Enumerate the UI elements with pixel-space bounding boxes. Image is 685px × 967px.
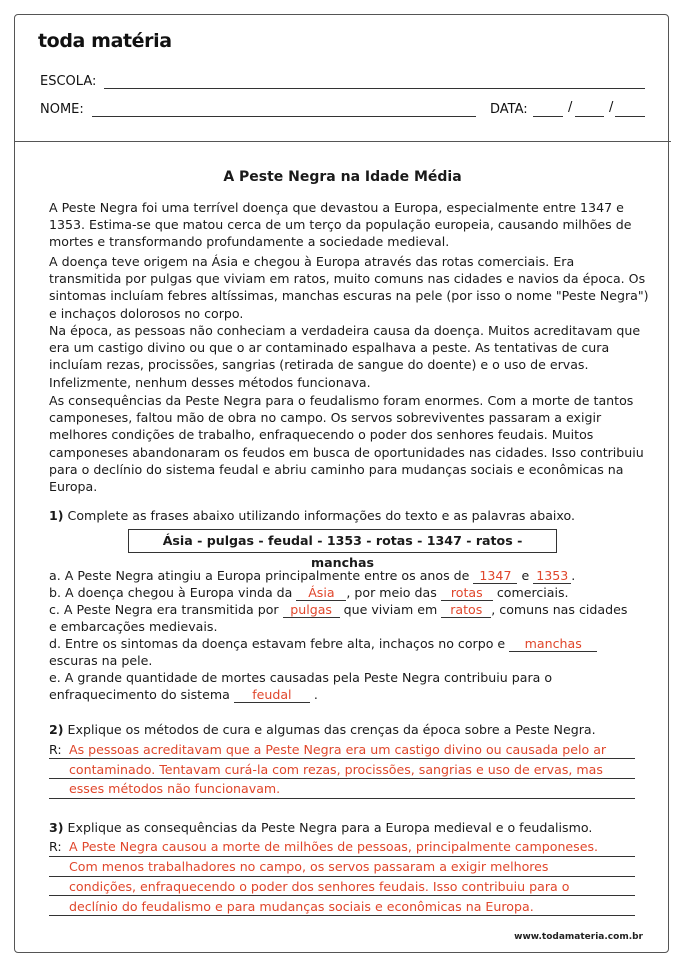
answer-blank[interactable]: Ásia [296,586,346,601]
date-year-field[interactable] [615,116,645,117]
answer-blank[interactable]: feudal [234,688,310,703]
answer-line: esses métodos não funcionavam. [69,781,281,796]
answer-line: condições, enfraquecendo o poder dos senhores feudais. Isso contribuiu para o [69,879,570,894]
answer-rule [49,876,635,877]
paragraph: A Peste Negra foi uma terrível doença que devastou a Europa, especialmente entre 1347 e 1353. Estima-se que matou cerca de um terço da população europeia, causando milhões de mortes e transformando profundamente a sociedade medieval. [49,200,632,250]
item-d: d. Entre os sintomas da doença estavam febre alta, inchaços no corpo e manchas [49,635,649,652]
date-slash: / [609,100,614,115]
answer-blank[interactable]: manchas [509,637,597,652]
question-3-prompt [49,819,649,836]
answer-blank[interactable]: 1353 [533,569,571,584]
question-number: 2) [49,722,64,737]
answer-line: declínio do feudalismo e para mudanças sociais e econômicas na Europa. [69,899,534,914]
question-text: Explique as consequências da Peste Negra para a Europa medieval e o feudalismo. [67,820,593,835]
school-field[interactable] [104,88,645,89]
item-a: a. A Peste Negra atingiu a Europa principalmente entre os anos de 1347 e 1353 . [49,568,576,583]
answer-line: As pessoas acreditavam que a Peste Negra era um castigo divino ou causada pelo ar [69,742,607,757]
school-label: ESCOLA: [40,74,97,89]
answer-label: R: [49,742,62,757]
item-e: e. A grande quantidade de mortes causadas pela Peste Negra contribuiu para o [49,670,553,685]
logo: toda matéria [38,30,172,52]
paragraph: As consequências da Peste Negra para o feudalismo foram enormes. Com a morte de tantos camponeses, faltou mão de obra no campo. Os servos sobreviventes passaram a exigir melhores condições de trabalho, enfraquecendo o poder dos senhores feudais. Muitos camponeses abandonaram os feudos em busca de oportunidades nas cidades. Isso contribuiu para o declínio do sistema feudal e abriu caminho para mudanças sociais e econômicas na Europa. [49,393,644,495]
paragraph: A doença teve origem na Ásia e chegou à Europa através das rotas comerciais. Era transmitida por pulgas que viviam em ratos, muito comuns nas cidades e navios da época. Os sintomas incluíam febres altíssimas, manchas escuras na pele (por isso o nome "Peste Negra") e inchaços dolorosos no corpo. [49,254,649,321]
answer-rule [49,778,635,779]
question-text: Complete as frases abaixo utilizando informações do texto e as palavras abaixo. [67,508,575,523]
page-title: A Peste Negra na Idade Média [223,169,462,185]
footer-url: www.todamateria.com.br [514,932,643,942]
answer-rule [49,895,635,896]
item-b: b. A doença chegou à Europa vinda da Ásia , por meio das rotas comerciais. [49,585,569,600]
date-slash: / [568,100,573,115]
paragraph: Na época, as pessoas não conheciam a verdadeira causa da doença. Muitos acreditavam que era um castigo divino ou que o ar contaminado espalhava a peste. As tentativas de cura incluíam rezas, procissões, sangrias (retirada de sangue do doente) e o uso de ervas. Infelizmente, nenhum desses métodos funcionava. [49,323,641,390]
item-c-cont: e embarcações medievais. [49,619,218,634]
answer-blank[interactable]: ratos [441,603,491,618]
answer-blank[interactable]: pulgas [283,603,340,618]
fill-in-items [49,567,649,703]
question-2-prompt [49,721,649,738]
answer-line: Com menos trabalhadores no campo, os servos passaram a exigir melhores [69,859,549,874]
question-text: Explique os métodos de cura e algumas das crenças da época sobre a Peste Negra. [67,722,596,737]
answer-rule [49,915,635,916]
answer-line: A Peste Negra causou a morte de milhões de pessoas, principalmente camponeses. [69,839,599,854]
date-month-field[interactable] [575,116,604,117]
answer-line: contaminado. Tentavam curá-la com rezas, procissões, sangrias e uso de ervas, mas [69,762,603,777]
item-c: c. A Peste Negra era transmitida por pulgas que viviam em ratos , comuns nas cidades [49,602,628,617]
answer-rule [49,798,635,799]
question-number: 1) [49,508,64,523]
question-number: 3) [49,820,64,835]
item-e-cont: enfraquecimento do sistema feudal . [49,687,318,702]
item-d-cont: escuras na pele. [49,653,153,668]
date-day-field[interactable] [533,116,563,117]
answer-label: R: [49,839,62,854]
name-label: NOME: [40,102,84,117]
header-divider [14,141,671,142]
answer-rule [49,856,635,857]
answer-blank[interactable]: 1347 [473,569,517,584]
date-label: DATA: [490,102,528,117]
answer-blank[interactable]: rotas [441,586,493,601]
question-1-prompt [49,507,649,524]
word-bank: Ásia - pulgas - feudal - 1353 - rotas - 1347 - ratos - manchas [128,529,557,553]
name-field[interactable] [92,116,476,117]
answer-rule [49,758,635,759]
